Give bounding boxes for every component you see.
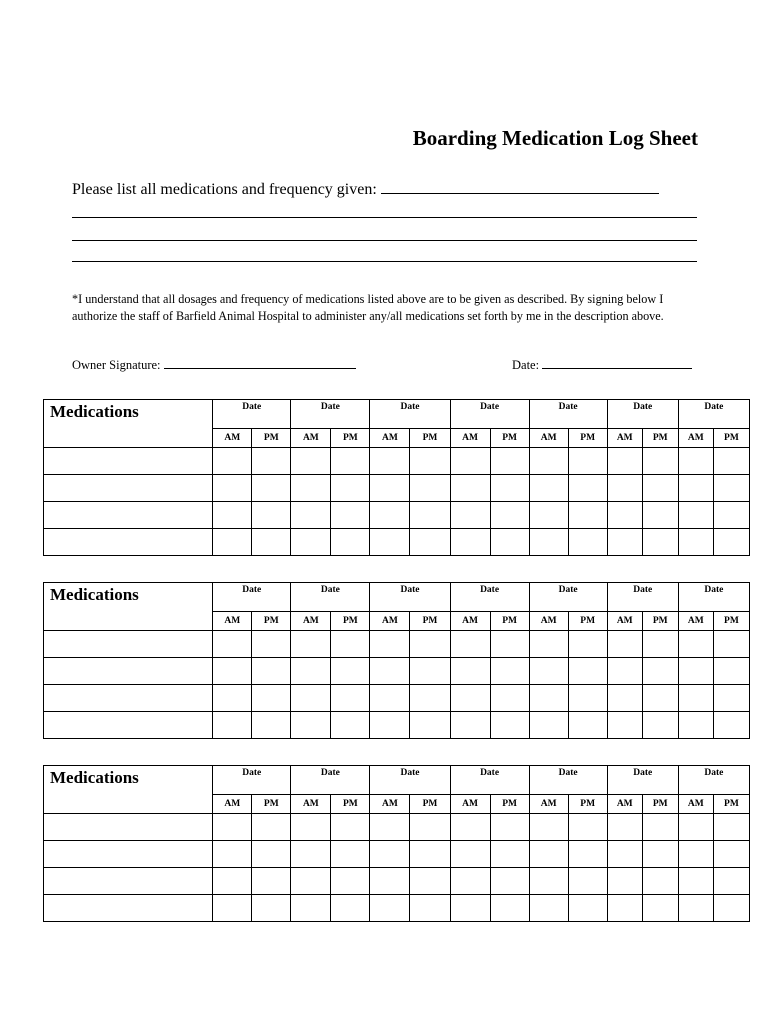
medication-entry-cell[interactable] [44,814,213,841]
medication-entry-cell[interactable] [44,868,213,895]
am-entry-cell[interactable] [450,502,490,529]
pm-entry-cell[interactable] [410,868,450,895]
am-header: AM [370,612,410,631]
am-entry-cell[interactable] [678,631,713,658]
pm-entry-cell[interactable] [713,841,749,868]
medications-header: Medications [44,766,213,814]
am-entry-cell[interactable] [450,475,490,502]
table-row [44,502,750,529]
pm-entry-cell[interactable] [252,895,291,922]
pm-entry-cell[interactable] [490,448,529,475]
am-entry-cell[interactable] [529,502,568,529]
pm-entry-cell[interactable] [713,712,749,739]
pm-entry-cell[interactable] [568,448,607,475]
pm-header: PM [568,795,607,814]
table-row [44,895,750,922]
am-entry-cell[interactable] [370,658,410,685]
date-header[interactable]: Date [450,583,529,612]
pm-entry-cell[interactable] [713,631,749,658]
pm-entry-cell[interactable] [713,658,749,685]
pm-entry-cell[interactable] [331,529,370,556]
am-entry-cell[interactable] [607,448,642,475]
am-entry-cell[interactable] [678,712,713,739]
table-row [44,658,750,685]
pm-entry-cell[interactable] [490,631,529,658]
am-entry-cell[interactable] [678,685,713,712]
date-header[interactable]: Date [607,766,678,795]
pm-header: PM [568,429,607,448]
pm-entry-cell[interactable] [713,475,749,502]
am-header: AM [678,429,713,448]
signature-date-label: Date: [512,358,540,372]
owner-signature-field [72,358,356,373]
am-header: AM [607,612,642,631]
am-entry-cell[interactable] [370,529,410,556]
pm-entry-cell[interactable] [642,448,678,475]
am-entry-cell[interactable] [213,712,252,739]
pm-header: PM [490,795,529,814]
am-entry-cell[interactable] [213,658,252,685]
am-entry-cell[interactable] [213,841,252,868]
am-header: AM [529,612,568,631]
am-header: AM [291,612,331,631]
pm-header: PM [331,612,370,631]
pm-entry-cell[interactable] [490,814,529,841]
pm-entry-cell[interactable] [642,631,678,658]
date-header[interactable]: Date [678,766,749,795]
pm-header: PM [410,429,450,448]
am-entry-cell[interactable] [678,475,713,502]
consent-statement: *I understand that all dosages and frequency of medications listed above are to be given as described. By signing below I authorize the staff of Barfield Animal Hospital to administer any/all medications set forth by me in the description above. [72,292,664,323]
am-header: AM [678,795,713,814]
am-header: AM [291,429,331,448]
am-header: AM [450,429,490,448]
am-entry-cell[interactable] [370,448,410,475]
am-entry-cell[interactable] [450,895,490,922]
medication-log-table [43,399,750,556]
owner-signature-line[interactable] [164,368,356,369]
pm-entry-cell[interactable] [568,529,607,556]
am-entry-cell[interactable] [213,685,252,712]
am-entry-cell[interactable] [370,814,410,841]
pm-entry-cell[interactable] [713,685,749,712]
medication-entry-cell[interactable] [44,658,213,685]
pm-entry-cell[interactable] [490,712,529,739]
pm-entry-cell[interactable] [252,475,291,502]
medication-log-table [43,582,750,739]
date-header[interactable]: Date [370,583,450,612]
pm-entry-cell[interactable] [642,502,678,529]
pm-entry-cell[interactable] [642,685,678,712]
pm-entry-cell[interactable] [252,712,291,739]
am-entry-cell[interactable] [678,814,713,841]
am-entry-cell[interactable] [607,475,642,502]
pm-entry-cell[interactable] [410,814,450,841]
pm-entry-cell[interactable] [410,475,450,502]
pm-header: PM [642,795,678,814]
pm-entry-cell[interactable] [252,448,291,475]
table-row [44,448,750,475]
am-entry-cell[interactable] [291,475,331,502]
medication-entry-cell[interactable] [44,685,213,712]
am-entry-cell[interactable] [529,841,568,868]
pm-entry-cell[interactable] [252,658,291,685]
am-entry-cell[interactable] [450,685,490,712]
table-row [44,712,750,739]
pm-entry-cell[interactable] [713,502,749,529]
pm-entry-cell[interactable] [642,475,678,502]
pm-header: PM [331,429,370,448]
medications-input-line-2[interactable] [72,217,697,218]
date-header[interactable]: Date [529,400,607,429]
date-header[interactable]: Date [607,583,678,612]
pm-entry-cell[interactable] [642,529,678,556]
am-entry-cell[interactable] [450,448,490,475]
pm-entry-cell[interactable] [490,685,529,712]
owner-signature-label: Owner Signature: [72,358,161,372]
pm-entry-cell[interactable] [331,685,370,712]
pm-entry-cell[interactable] [713,895,749,922]
am-entry-cell[interactable] [450,529,490,556]
date-header[interactable]: Date [678,400,749,429]
pm-entry-cell[interactable] [713,868,749,895]
am-entry-cell[interactable] [370,631,410,658]
am-entry-cell[interactable] [450,712,490,739]
pm-header: PM [713,429,749,448]
am-header: AM [213,795,252,814]
pm-header: PM [490,429,529,448]
am-entry-cell[interactable] [291,631,331,658]
am-entry-cell[interactable] [678,529,713,556]
date-header[interactable]: Date [291,583,370,612]
pm-entry-cell[interactable] [490,529,529,556]
am-entry-cell[interactable] [213,502,252,529]
am-entry-cell[interactable] [529,475,568,502]
am-entry-cell[interactable] [213,529,252,556]
pm-entry-cell[interactable] [490,841,529,868]
pm-entry-cell[interactable] [642,895,678,922]
am-entry-cell[interactable] [529,685,568,712]
am-entry-cell[interactable] [678,502,713,529]
pm-entry-cell[interactable] [331,631,370,658]
pm-entry-cell[interactable] [410,529,450,556]
pm-entry-cell[interactable] [713,448,749,475]
pm-entry-cell[interactable] [252,868,291,895]
am-entry-cell[interactable] [607,529,642,556]
am-header: AM [450,795,490,814]
medication-entry-cell[interactable] [44,502,213,529]
am-entry-cell[interactable] [678,841,713,868]
medications-header: Medications [44,400,213,448]
pm-entry-cell[interactable] [713,529,749,556]
am-entry-cell[interactable] [529,814,568,841]
am-entry-cell[interactable] [529,631,568,658]
medications-prompt-label: Please list all medications and frequency given: [72,181,377,198]
am-entry-cell[interactable] [213,895,252,922]
am-entry-cell[interactable] [291,502,331,529]
date-header[interactable]: Date [213,766,291,795]
pm-entry-cell[interactable] [410,631,450,658]
pm-entry-cell[interactable] [568,868,607,895]
am-entry-cell[interactable] [607,814,642,841]
date-header[interactable]: Date [450,766,529,795]
pm-entry-cell[interactable] [410,712,450,739]
date-header[interactable]: Date [529,583,607,612]
am-entry-cell[interactable] [450,841,490,868]
am-header: AM [607,795,642,814]
pm-header: PM [410,795,450,814]
date-header[interactable]: Date [213,400,291,429]
am-entry-cell[interactable] [213,631,252,658]
am-entry-cell[interactable] [213,475,252,502]
pm-header: PM [331,795,370,814]
pm-entry-cell[interactable] [410,841,450,868]
pm-entry-cell[interactable] [568,658,607,685]
am-entry-cell[interactable] [213,814,252,841]
pm-entry-cell[interactable] [331,448,370,475]
medication-entry-cell[interactable] [44,841,213,868]
am-entry-cell[interactable] [607,631,642,658]
am-entry-cell[interactable] [370,712,410,739]
date-header[interactable]: Date [450,400,529,429]
date-header[interactable]: Date [213,583,291,612]
am-entry-cell[interactable] [529,448,568,475]
pm-entry-cell[interactable] [490,895,529,922]
page-title: Boarding Medication Log Sheet [412,126,698,150]
pm-header: PM [642,429,678,448]
am-entry-cell[interactable] [291,685,331,712]
am-entry-cell[interactable] [607,895,642,922]
pm-entry-cell[interactable] [568,475,607,502]
pm-entry-cell[interactable] [331,475,370,502]
medications-header: Medications [44,583,213,631]
medication-entry-cell[interactable] [44,895,213,922]
am-entry-cell[interactable] [291,658,331,685]
pm-entry-cell[interactable] [568,685,607,712]
am-header: AM [291,795,331,814]
pm-entry-cell[interactable] [410,502,450,529]
am-header: AM [529,795,568,814]
pm-header: PM [252,612,291,631]
am-entry-cell[interactable] [291,895,331,922]
am-header: AM [607,429,642,448]
pm-entry-cell[interactable] [568,814,607,841]
date-header[interactable]: Date [291,766,370,795]
am-entry-cell[interactable] [607,868,642,895]
am-header: AM [529,429,568,448]
am-entry-cell[interactable] [678,895,713,922]
am-entry-cell[interactable] [370,502,410,529]
date-header[interactable]: Date [529,766,607,795]
date-header[interactable]: Date [370,766,450,795]
am-entry-cell[interactable] [370,475,410,502]
pm-entry-cell[interactable] [642,868,678,895]
pm-entry-cell[interactable] [490,868,529,895]
pm-entry-cell[interactable] [642,658,678,685]
medications-input-line-4[interactable] [72,261,697,262]
pm-entry-cell[interactable] [642,841,678,868]
medication-entry-cell[interactable] [44,475,213,502]
pm-entry-cell[interactable] [331,895,370,922]
medication-entry-cell[interactable] [44,712,213,739]
am-entry-cell[interactable] [678,868,713,895]
pm-header: PM [642,612,678,631]
medication-entry-cell[interactable] [44,631,213,658]
am-header: AM [370,795,410,814]
table-row [44,841,750,868]
am-header: AM [678,612,713,631]
pm-entry-cell[interactable] [490,502,529,529]
pm-header: PM [252,795,291,814]
am-entry-cell[interactable] [678,448,713,475]
pm-header: PM [568,612,607,631]
pm-entry-cell[interactable] [713,814,749,841]
am-entry-cell[interactable] [370,895,410,922]
pm-header: PM [713,612,749,631]
am-entry-cell[interactable] [291,814,331,841]
am-entry-cell[interactable] [450,658,490,685]
am-entry-cell[interactable] [291,712,331,739]
pm-entry-cell[interactable] [642,814,678,841]
medication-log-table [43,765,750,922]
table-row [44,475,750,502]
pm-entry-cell[interactable] [331,712,370,739]
signature-date-line[interactable] [542,368,692,369]
am-entry-cell[interactable] [213,868,252,895]
pm-entry-cell[interactable] [331,658,370,685]
pm-entry-cell[interactable] [331,868,370,895]
pm-entry-cell[interactable] [252,814,291,841]
am-entry-cell[interactable] [291,841,331,868]
table-row [44,814,750,841]
pm-header: PM [713,795,749,814]
signature-date-field [512,358,692,373]
pm-entry-cell[interactable] [252,841,291,868]
date-header[interactable]: Date [678,583,749,612]
date-header[interactable]: Date [607,400,678,429]
pm-entry-cell[interactable] [568,631,607,658]
pm-entry-cell[interactable] [490,475,529,502]
am-entry-cell[interactable] [291,868,331,895]
pm-entry-cell[interactable] [252,529,291,556]
pm-entry-cell[interactable] [331,841,370,868]
am-entry-cell[interactable] [607,712,642,739]
pm-entry-cell[interactable] [568,712,607,739]
medications-prompt-line [72,181,659,199]
pm-entry-cell[interactable] [331,502,370,529]
medications-input-line-3[interactable] [72,240,697,241]
pm-entry-cell[interactable] [331,814,370,841]
pm-entry-cell[interactable] [410,658,450,685]
am-entry-cell[interactable] [607,502,642,529]
pm-entry-cell[interactable] [410,895,450,922]
am-entry-cell[interactable] [291,448,331,475]
table-row [44,685,750,712]
am-entry-cell[interactable] [607,658,642,685]
pm-entry-cell[interactable] [568,895,607,922]
am-entry-cell[interactable] [529,868,568,895]
pm-header: PM [252,429,291,448]
medications-input-line[interactable] [381,193,659,194]
medication-entry-cell[interactable] [44,448,213,475]
am-header: AM [450,612,490,631]
am-entry-cell[interactable] [678,658,713,685]
pm-entry-cell[interactable] [410,448,450,475]
am-entry-cell[interactable] [529,529,568,556]
am-header: AM [370,429,410,448]
pm-entry-cell[interactable] [410,685,450,712]
am-header: AM [213,612,252,631]
pm-entry-cell[interactable] [490,658,529,685]
table-row [44,631,750,658]
date-header[interactable]: Date [370,400,450,429]
pm-entry-cell[interactable] [252,631,291,658]
pm-entry-cell[interactable] [568,841,607,868]
pm-entry-cell[interactable] [252,502,291,529]
am-entry-cell[interactable] [450,631,490,658]
pm-header: PM [490,612,529,631]
am-entry-cell[interactable] [370,868,410,895]
am-entry-cell[interactable] [529,895,568,922]
am-entry-cell[interactable] [450,814,490,841]
am-entry-cell[interactable] [291,529,331,556]
am-entry-cell[interactable] [607,685,642,712]
pm-entry-cell[interactable] [568,502,607,529]
pm-entry-cell[interactable] [642,712,678,739]
medication-entry-cell[interactable] [44,529,213,556]
table-row [44,529,750,556]
am-entry-cell[interactable] [450,868,490,895]
am-entry-cell[interactable] [213,448,252,475]
am-entry-cell[interactable] [529,712,568,739]
table-row [44,868,750,895]
pm-header: PM [410,612,450,631]
am-header: AM [213,429,252,448]
am-entry-cell[interactable] [370,685,410,712]
am-entry-cell[interactable] [370,841,410,868]
am-entry-cell[interactable] [607,841,642,868]
date-header[interactable]: Date [291,400,370,429]
pm-entry-cell[interactable] [252,685,291,712]
am-entry-cell[interactable] [529,658,568,685]
